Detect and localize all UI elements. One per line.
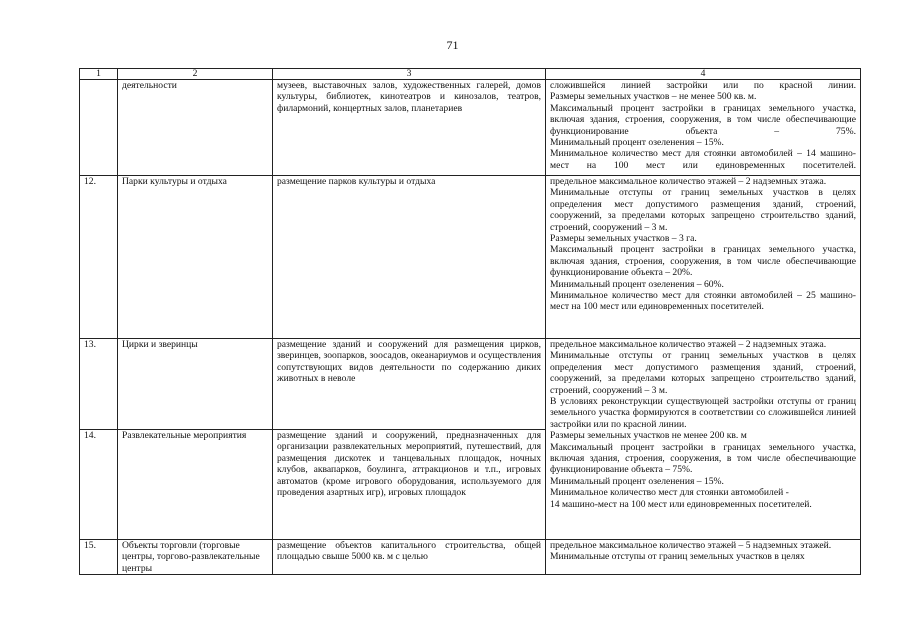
table-row: [80, 540, 861, 575]
row-number: [80, 80, 118, 176]
parameter-line: Минимальные отступы от границ земельных участков в целях определения мест допустимого размещения зданий, строений, сооружений, за пределами которых запрещено строительство зданий, строений, сооружений – 3 м.: [550, 350, 856, 396]
parameter-line: Минимальные отступы от границ земельных участков в целях определения мест допустимого размещения зданий, строений, сооружений, за пределами которых запрещено строительство зданий, строений, сооружений – 3 м.: [550, 187, 856, 233]
row-number: 13.: [80, 339, 118, 430]
parameter-line: Минимальный процент озеленения – 15%.: [550, 137, 724, 149]
parameter-line: предельное максимальное количество этажей – 5 надземных этажей.: [550, 540, 832, 551]
parameter-line: предельное максимальное количество этажей – 2 надземных этажа.: [550, 176, 827, 187]
parameters-cell: [546, 540, 861, 575]
use-type-name: Развлекательные мероприятия: [118, 430, 273, 540]
parameter-line: Минимальное количество мест для стоянки автомобилей – 14 машино-мест на 100 мест или единовременных посетителей.: [550, 148, 856, 171]
use-description: размещение зданий и сооружений для размещения цирков, зверинцев, зоопарков, зоосадов, океанариумов и осуществления сопутствующих видов деятельности по содержанию диких животных в неволе: [273, 339, 546, 430]
parameters-cell: [546, 176, 861, 339]
table-row: [80, 176, 861, 339]
use-description: музеев, выставочных залов, художественных галерей, домов культуры, библиотек, кинотеатров и кинозалов, театров, филармоний, концертных залов, планетариев: [273, 80, 546, 176]
use-type-name: Цирки и зверинцы: [118, 339, 273, 430]
parameter-line: Минимальные отступы от границ земельных участков в целях: [550, 551, 805, 563]
use-type-name: Объекты торговли (торговые центры, торгово-развлекательные центры: [118, 540, 273, 575]
parameter-line: Максимальный процент застройки в границах земельного участка, включая здания, строения, сооружения, в том числе обеспечивающие функционирование объекта – 75%.: [550, 102, 856, 137]
parameter-line: предельное максимальное количество этажей – 2 надземных этажа.: [550, 339, 827, 350]
use-type-name: Парки культуры и отдыха: [118, 176, 273, 339]
parameter-line: Минимальный процент озеленения – 60%.: [550, 278, 724, 290]
row-number: 15.: [80, 540, 118, 575]
parameters-cell: [546, 80, 861, 176]
column-header: 4: [546, 69, 861, 80]
parameters-cell: [546, 339, 861, 540]
parameter-line: В условиях реконструкции существующей застройки отступы от границ земельного участка формируются в соответствии со сложившейся линией застройки или по красной линии.: [550, 396, 856, 430]
table-row: [80, 80, 861, 176]
use-type-name: деятельности: [118, 80, 273, 176]
parameter-line: сложившейся линией застройки или по красной линии.: [550, 80, 856, 91]
regulations-table: [79, 68, 861, 575]
row-number: 14.: [80, 430, 118, 540]
column-header: 3: [273, 69, 546, 80]
parameter-line: Максимальный процент застройки в границах земельного участка, включая здания, строения, сооружения, в том числе обеспечивающие функционирование объекта – 75%.: [550, 441, 856, 476]
column-header: 1: [80, 69, 118, 80]
page-number: 71: [446, 38, 459, 52]
parameter-line: Размеры земельных участков не менее 200 кв. м: [550, 430, 747, 442]
table-row: [80, 339, 861, 430]
parameter-line: Минимальное количество мест для стоянки автомобилей – 25 машино-мест на 100 мест или единовременных посетителей.: [550, 290, 856, 313]
row-number: 12.: [80, 176, 118, 339]
use-description: размещение зданий и сооружений, предназначенных для организации развлекательных мероприятий, путешествий, для размещения дискотек и танцевальных площадок, ночных клубов, аквапарков, боулинга, аттракционов и т.п., игровых автоматов (кроме игрового оборудования, используемого для проведения азартных игр), игровых площадок: [273, 430, 546, 540]
parameter-line: Минимальное количество мест для стоянки автомобилей -: [550, 487, 789, 499]
column-header: 2: [118, 69, 273, 80]
parameter-line: Размеры земельных участков – 3 га.: [550, 233, 697, 245]
parameter-line: Размеры земельных участков – не менее 500 кв. м.: [550, 91, 757, 103]
use-description: размещение объектов капитального строительства, общей площадью свыше 5000 кв. м с целью: [273, 540, 546, 575]
parameter-line: Минимальный процент озеленения – 15%.: [550, 475, 724, 487]
parameter-line: Максимальный процент застройки в границах земельного участка, включая здания, строения, сооружения, в том числе обеспечивающие функционирование объекта – 20%.: [550, 244, 856, 279]
parameter-line: 14 машино-мест на 100 мест или единовременных посетителей.: [550, 498, 812, 510]
column-numbers-row: [80, 69, 861, 80]
use-description: размещение парков культуры и отдыха: [273, 176, 546, 339]
